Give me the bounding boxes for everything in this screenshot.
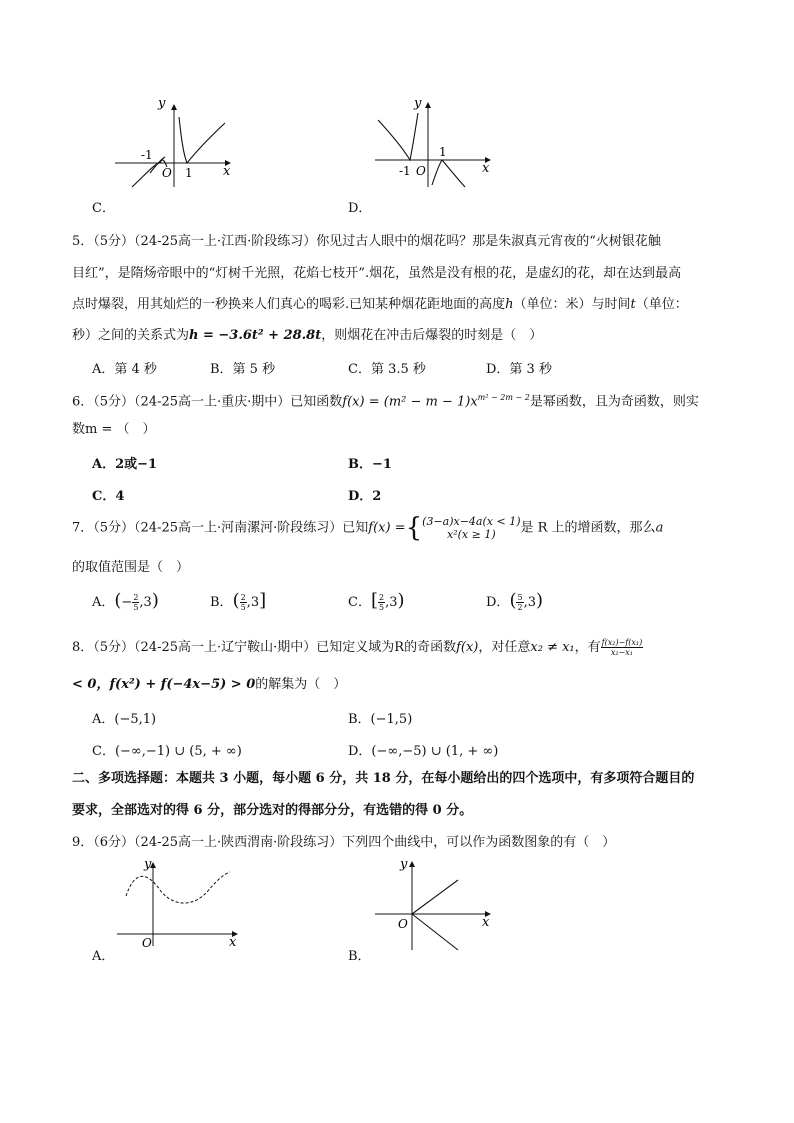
q7-option-c-den: 5 [378, 603, 385, 612]
q7-option-a-prefix: A． [92, 595, 115, 610]
curve-right [179, 117, 225, 163]
q6-option-d[interactable]: D．2 [348, 489, 382, 504]
q5-line-3 [72, 296, 688, 314]
q7-option-d-frac [516, 593, 523, 612]
q7-option-b-close: ] [259, 590, 267, 611]
q7-option-b-prefix: B． [210, 595, 233, 610]
origin-label: O [416, 164, 426, 178]
q7-line-2: 的取值范围是（ ） [72, 560, 190, 575]
tick-neg: -1 [399, 164, 411, 178]
q8-line-1-a: 8．（5分）（24-25高一上·辽宁鞍山·期中）已知定义域为R的奇函数 [72, 640, 457, 655]
q5-line-2: 目红”，是隋炀帝眼中的“灯树千光照，花焰七枝开”.烟花，虽然是没有根的花，是虚幻的花，却在达到最高 [72, 266, 682, 281]
q5-line-3-b: （单位：米）与时间 [513, 297, 631, 312]
q7-option-d-prefix: D． [486, 595, 510, 610]
q7-option-d-tail: ,3 [523, 595, 536, 610]
q8-option-d[interactable]: D．(−∞,−5) ∪ (1, + ∞) [348, 744, 499, 759]
q6-option-a[interactable]: A．2或−1 [92, 457, 158, 472]
q6-line-1-a: 6．（5分）（24-25高一上·重庆·期中）已知函数 [72, 394, 343, 410]
q5-line-4 [72, 327, 542, 345]
q7-option-b[interactable] [210, 590, 266, 612]
q8-option-a[interactable]: A．(−5,1) [92, 712, 157, 727]
q6-line-2: 数m = （ ） [72, 422, 156, 437]
q7-option-c-num: 2 [378, 593, 385, 602]
q8-frac-den: x₂−x₁ [610, 648, 633, 657]
q8-line-2-b: 的解集为（ ） [255, 677, 347, 692]
q7-option-d-num: 5 [517, 593, 523, 602]
graph-d-label: D． [348, 201, 372, 216]
q7-option-b-tail: ,3 [246, 595, 260, 610]
q7-option-a[interactable] [92, 590, 159, 612]
q8-option-c[interactable]: C．(−∞,−1) ∪ (5, + ∞) [92, 744, 242, 759]
q7-option-d-den: 2 [517, 603, 523, 612]
q8-frac-num: f(x₂)−f(x₁) [601, 638, 643, 647]
q8-line-1-b: ，对任意 [478, 640, 531, 655]
q7-option-b-frac [240, 593, 247, 612]
q5-formula: h = −3.6t² + 28.8t [189, 328, 322, 343]
q7-piece-1: (3−a)x−4a(x < 1) [422, 515, 521, 528]
q7-option-d-open: ( [509, 590, 517, 611]
q9-graph-b [370, 858, 500, 958]
graph-c-label: C． [92, 201, 115, 216]
q7-brace: { [405, 513, 423, 543]
q5-line-4-a: 秒）之间的关系式为 [72, 328, 190, 343]
q7-option-a-close: ) [151, 590, 159, 611]
q7-option-d-close: ) [535, 590, 543, 611]
q9-graph-a [112, 858, 242, 948]
q6-line-1 [72, 389, 699, 411]
q7-option-b-den: 5 [240, 603, 246, 612]
axis-x-label: x [482, 161, 490, 176]
q7-line-1-b: 是 R 上的增函数，那么 [520, 520, 656, 536]
axis-x-label: x [223, 164, 231, 179]
q7-option-a-tail: ,3 [139, 595, 152, 610]
axis-y-label: y [414, 96, 422, 111]
q7-option-a-sign: − [121, 595, 133, 610]
origin-label: O [398, 917, 408, 931]
axis-y-label: y [400, 857, 408, 872]
q7-piecewise [422, 515, 520, 541]
q7-option-c-open: [ [370, 590, 378, 611]
axis-y-label: y [144, 857, 152, 872]
q7-option-a-den: 5 [133, 603, 139, 612]
q8-line-1 [72, 636, 643, 660]
section-2-line-1: 二、多项选择题：本题共 3 小题，每小题 6 分，共 18 分，在每小题给出的四个选项中，有多项符合题目的 [72, 771, 695, 786]
q5-option-c[interactable]: C．第 3.5 秒 [348, 362, 426, 377]
q7-piece-2: x²(x ≥ 1) [447, 528, 496, 541]
q8-line-2 [72, 676, 346, 694]
q7-option-c-frac [378, 593, 385, 612]
q9-line-1: 9．（6分）（24-25高一上·陕西渭南·阶段练习）下列四个曲线中，可以作为函数图象的有（ ） [72, 835, 616, 850]
q8-formula: < 0，f(x²) + f(−4x−5) > 0 [72, 677, 256, 692]
dashed-curve [126, 872, 230, 903]
q7-fx: f(x) = [368, 520, 406, 536]
q8-option-b[interactable]: B．(−1,5) [348, 712, 413, 727]
curve-left [378, 113, 418, 160]
q7-line-1 [72, 513, 663, 544]
tick-pos: 1 [439, 145, 447, 159]
q7-option-c-tail: ,3 [385, 595, 398, 610]
axis-y-label: y [158, 96, 166, 111]
q7-var-a: a [655, 520, 664, 536]
q5-option-b[interactable]: B．第 5 秒 [210, 362, 276, 377]
q5-line-1: 5．（5分）（24-25高一上·江西·阶段练习）你见过古人眼中的烟花吗？那是朱淑真元宵夜的“火树银花触 [72, 234, 661, 249]
q7-option-d[interactable] [486, 590, 543, 612]
q6-option-b[interactable]: B．−1 [348, 457, 392, 472]
graph-c [110, 95, 240, 190]
q7-option-c-close: ) [397, 590, 405, 611]
q5-line-3-a: 点时爆裂，用其灿烂的一秒换来人们真心的喝彩.已知某种烟花距地面的高度 [72, 297, 506, 312]
q7-option-a-num: 2 [133, 593, 139, 602]
q7-line-1-a: 7．（5分）（24-25高一上·河南漯河·阶段练习）已知 [72, 520, 369, 536]
q9-graph-a-label[interactable]: A． [92, 949, 115, 964]
q6-formula: f(x) = (m² − m − 1)x [342, 394, 478, 410]
q9-graph-b-label[interactable]: B． [348, 949, 371, 964]
origin-label: O [142, 936, 152, 950]
q7-option-b-num: 2 [240, 593, 246, 602]
q5-option-d[interactable]: D．第 3 秒 [486, 362, 552, 377]
q7-option-b-open: ( [232, 590, 240, 611]
q6-exponent: m² − 2m − 2 [477, 393, 530, 402]
q5-line-4-b: ，则烟花在冲击后爆裂的时刻是（ ） [321, 328, 543, 343]
q7-option-c-prefix: C． [348, 595, 371, 610]
axis-x-label: x [229, 935, 237, 950]
q7-option-c[interactable] [348, 590, 405, 612]
ray-down [412, 914, 458, 950]
origin-label: O [162, 166, 172, 180]
curve-right [432, 160, 465, 187]
q7-option-a-open: ( [114, 590, 122, 611]
tick-neg: -1 [141, 148, 153, 162]
q6-line-1-b: 是幂函数，且为奇函数，则实 [529, 394, 699, 410]
ray-up [412, 880, 458, 914]
q8-cond: x₂ ≠ x₁ [530, 640, 575, 655]
section-2-line-2: 要求，全部选对的得 6 分，部分选对的得部分分，有选错的得 0 分。 [72, 803, 473, 818]
q8-line-1-c: ，有 [574, 640, 601, 655]
q5-var-h: h [505, 297, 514, 312]
q6-option-c[interactable]: C．4 [92, 489, 125, 504]
q8-fraction [601, 638, 644, 657]
q5-var-t: t [630, 297, 636, 312]
q8-fx: f(x) [456, 640, 479, 655]
axis-x-label: x [482, 915, 490, 930]
q5-line-3-c: （单位： [635, 297, 688, 312]
tick-pos: 1 [185, 166, 193, 180]
q5-option-a[interactable]: A．第 4 秒 [92, 362, 157, 377]
graph-d [370, 95, 500, 190]
